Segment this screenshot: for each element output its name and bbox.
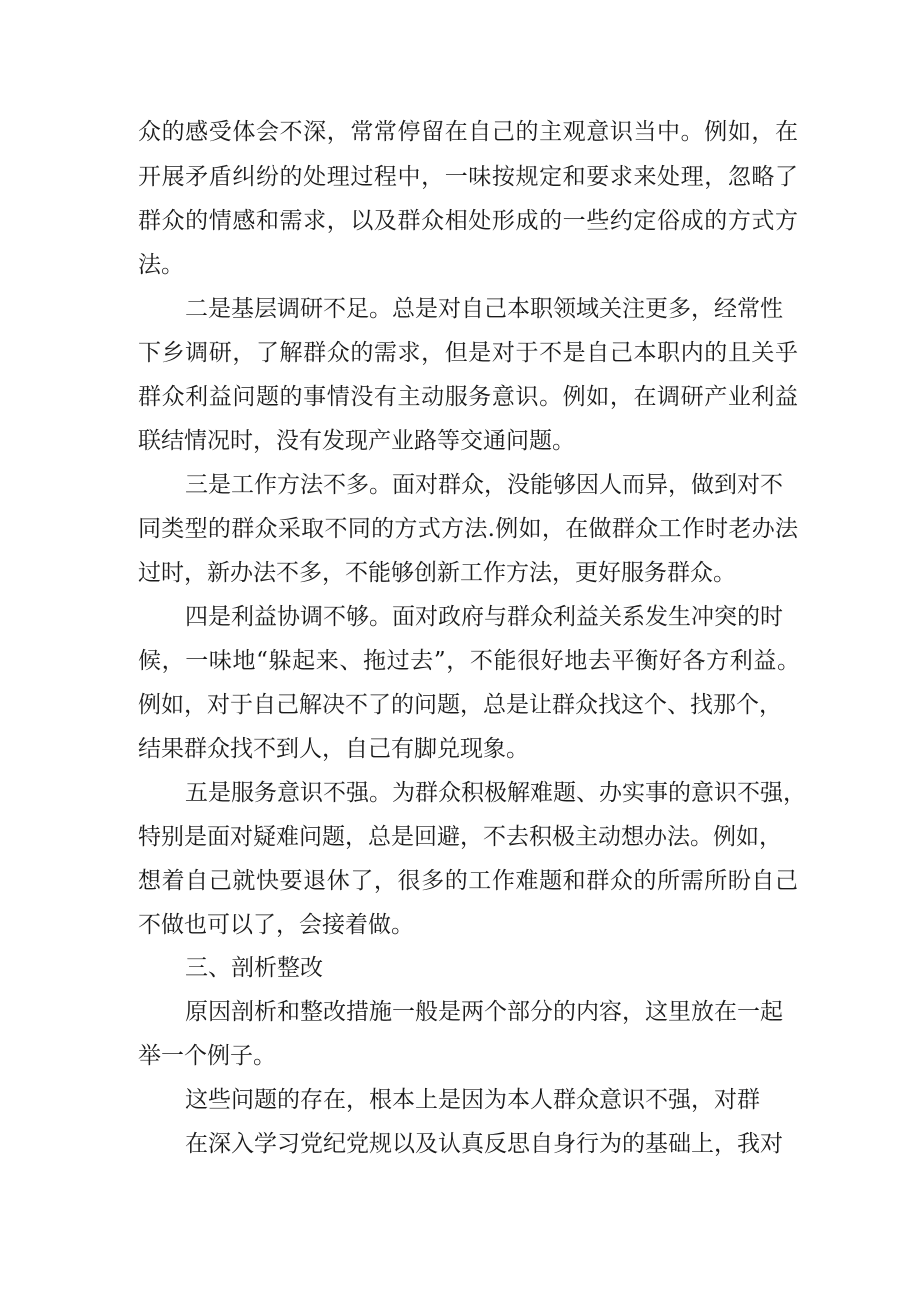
- paragraph-line: 开展矛盾纠纷的处理过程中，一味按规定和要求来处理，忽略了: [138, 164, 798, 190]
- paragraph-line: 同类型的群众采取不同的方式方法.例如，在做群众工作时老办法: [138, 516, 798, 542]
- paragraph-line: 众的感受体会不深，常常停留在自己的主观意识当中。例如，在: [138, 119, 798, 145]
- paragraph-line: 群众利益问题的事情没有主动服务意识。例如，在调研产业利益: [138, 384, 798, 410]
- paragraph-line: 法。: [138, 252, 184, 278]
- paragraph-line: 特别是面对疑难问题，总是回避，不去积极主动想办法。例如，: [138, 824, 782, 850]
- paragraph-first-line: 二是基层调研不足。总是对自己本职领域关注更多，经常性: [185, 296, 783, 322]
- paragraph-first-line: 三是工作方法不多。面对群众，没能够因人而异，做到对不: [185, 472, 783, 498]
- paragraph-line: 结果群众找不到人，自己有脚兑现象。: [138, 736, 529, 762]
- paragraph-line: 举一个例子。: [138, 1043, 276, 1069]
- paragraph-line: 群众的情感和需求，以及群众相处形成的一些约定俗成的方式方: [138, 208, 798, 234]
- paragraph-line: 不做也可以了，会接着做。: [138, 912, 414, 938]
- paragraph-first-line: 这些问题的存在，根本上是因为本人群众意识不强，对群: [185, 1087, 760, 1113]
- section-heading: 三、剖析整改: [185, 955, 323, 981]
- paragraph-first-line: 四是利益协调不够。面对政府与群众利益关系发生冲突的时: [185, 604, 783, 630]
- paragraph-line: 下乡调研，了解群众的需求，但是对于不是自己本职内的且关乎: [138, 340, 798, 366]
- paragraph-line: 过时，新办法不多，不能够创新工作方法，更好服务群众。: [138, 560, 736, 586]
- paragraph-line: 想着自己就快要退休了，很多的工作难题和群众的所需所盼自己: [138, 868, 798, 894]
- paragraph-line: 联结情况时，没有发现产业路等交通问题。: [138, 428, 575, 454]
- paragraph-first-line: 在深入学习党纪党规以及认真反思自身行为的基础上，我对: [185, 1131, 783, 1157]
- paragraph-line: 候，一味地“躲起来、拖过去”，不能很好地去平衡好各方利益。: [138, 648, 800, 674]
- paragraph-first-line: 原因剖析和整改措施一般是两个部分的内容，这里放在一起: [185, 999, 783, 1025]
- paragraph-first-line: 五是服务意识不强。为群众积极解难题、办实事的意识不强，: [185, 780, 806, 806]
- paragraph-line: 例如，对于自己解决不了的问题，总是让群众找这个、找那个，: [138, 692, 782, 718]
